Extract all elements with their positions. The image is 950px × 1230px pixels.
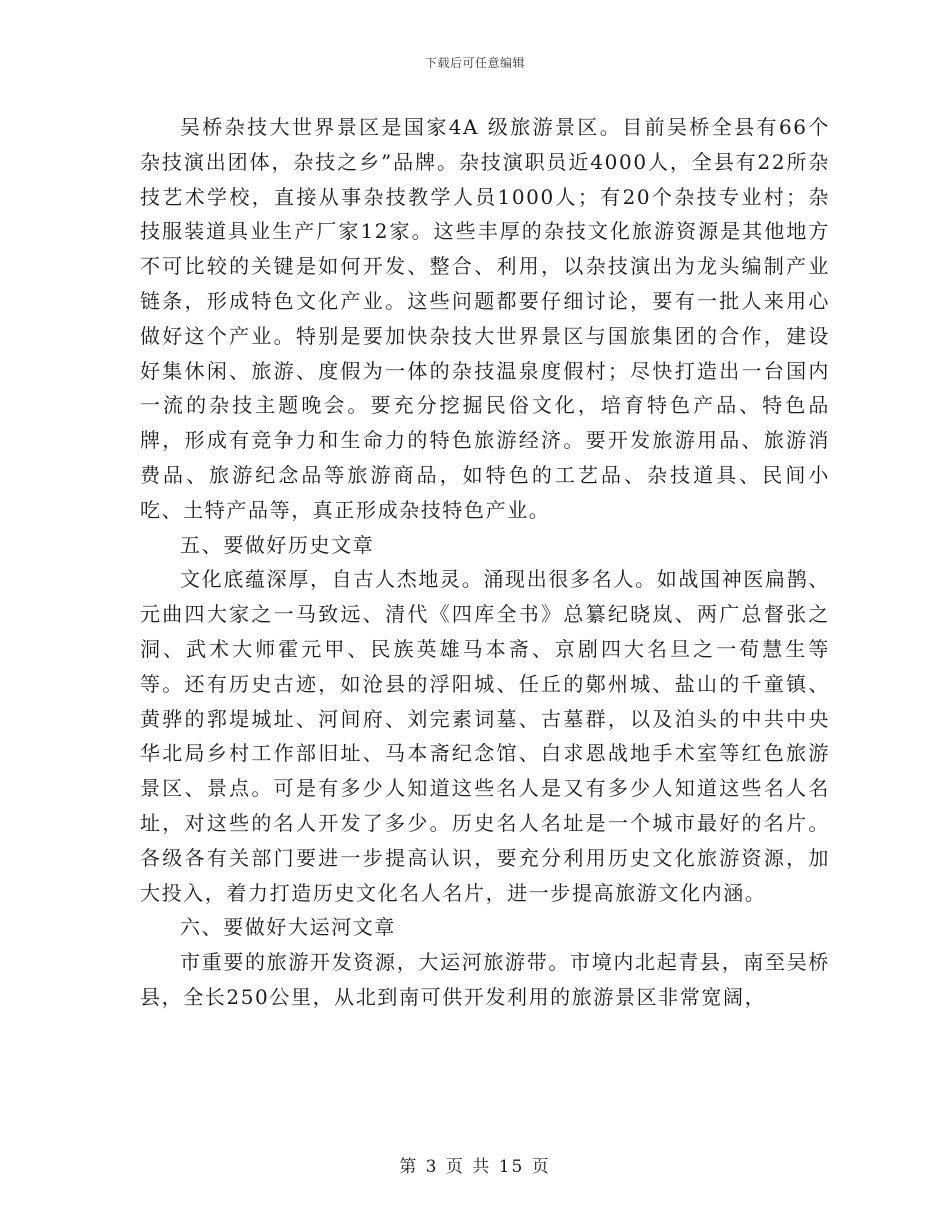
page-footer: 第 3 页 共 15 页: [399, 1157, 551, 1177]
page-header: 下载后可任意编辑: [424, 56, 525, 70]
document-body: [140, 110, 830, 1015]
paragraph-grand-canal: 市重要的旅游开发资源，大运河旅游带。市境内北起青县，南至吴桥县，全长250公里，从北到南可供开发利用的旅游景区非常宽阔，: [140, 950, 830, 1009]
paragraph-acrobatics: 吴桥杂技大世界景区是国家4A 级旅游景区。目前吴桥全县有66个杂技演出团体，杂技之乡”品牌。杂技演职员近4000人，全县有22所杂技艺术学校，直接从事杂技教学人员1000人；有20个杂技专业村；杂技服装道具业生产厂家12家。这些丰厚的杂技文化旅游资源是其他地方不可比较的关键是如何开发、整合、利用，以杂技演出为龙头编制产业链条，形成特色文化产业。这些问题都要仔细讨论，要有一批人来用心做好这个产业。特别是要加快杂技大世界景区与国旅集团的合作，建设好集休闲、旅游、度假为一体的杂技温泉度假村；尽快打造出一台国内一流的杂技主题晚会。要充分挖掘民俗文化，培育特色产品、特色品牌，形成有竞争力和生命力的特色旅游经济。要开发旅游用品、旅游消费品、旅游纪念品等旅游商品，如特色的工艺品、杂技道具、民间小吃、土特产品等，真正形成杂技特色产业。: [140, 115, 830, 522]
section-heading-grand-canal: 六、要做好大运河文章: [180, 915, 396, 940]
section-heading-history: 五、要做好历史文章: [180, 532, 375, 557]
paragraph-history: 文化底蕴深厚，自古人杰地灵。涌现出很多名人。如战国神医扁鹊、元曲四大家之一马致远、清代《四库全书》总纂纪晓岚、两广总督张之洞、武术大师霍元甲、民族英雄马本斋、京剧四大名旦之一荀慧生等等。还有历史古迹，如沧县的浮阳城、任丘的鄚州城、盐山的千童镇、黄骅的郛堤城址、河间府、刘完素词墓、古墓群，以及泊头的中共中央华北局乡村工作部旧址、马本斋纪念馆、白求恩战地手术室等红色旅游景区、景点。可是有多少人知道这些名人是又有多少人知道这些名人名址，对这些的名人开发了多少。历史名人名址是一个城市最好的名片。各级各有关部门要进一步提高认识，要充分利用历史文化旅游资源，加大投入，着力打造历史文化名人名片，进一步提高旅游文化内涵。: [140, 567, 830, 905]
